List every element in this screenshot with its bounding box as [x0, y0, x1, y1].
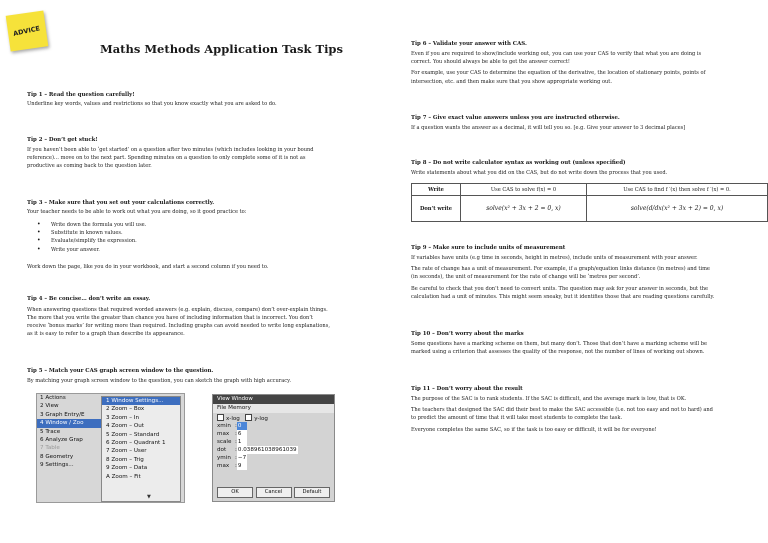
tip-10-heading: Tip 10 – Don’t worry about the marks	[411, 331, 524, 337]
advice-sticky-note	[6, 11, 49, 52]
graph-main-menu	[37, 394, 101, 470]
field-value: 6	[237, 430, 247, 438]
tip-7-heading: Tip 7 – Give exact value answers unless you are instructed otherwise.	[411, 115, 620, 121]
tip-4-line-3: receive ‘bonus marks’ for writing more than required. Including graphs can avoid needed to write long explanations,	[27, 323, 330, 329]
tip-9-line-4: Be careful to check that you don’t need to convert units. The question may ask for your answer in seconds, but the	[411, 286, 709, 292]
menu-item-view: 2 View	[40, 403, 59, 410]
graph-menu-screenshot	[36, 393, 185, 503]
tip-11-heading: Tip 11 – Don’t worry about the result	[411, 386, 523, 392]
tip-2-line-2: reference)… move on to the next part. Spending minutes on a question to only complete some of it is not as	[27, 155, 306, 161]
dont-write-label: Don’t write	[412, 196, 461, 222]
tip-8-text: Write statements about what you did on the CAS, but do not write down the process that you used.	[411, 170, 668, 176]
tip-4-line-1: When answering questions that required worded answers (e.g. explain, discuss, compare) don’t over-explain things.	[27, 307, 328, 313]
tip-1-heading: Tip 1 – Read the question carefully!	[27, 92, 135, 98]
tip-9-line-2: The rate of change has a unit of measurement. For example, if a graph/equation links distance (in metres) and time	[411, 266, 710, 272]
tip-1-text: Underline key words, values and restrictions so that you know exactly what you are asked to do.	[27, 101, 277, 107]
tip-11-line-2: The teachers that designed the SAC did their best to make the SAC accessible (i.e. not too easy and not to hard) and	[411, 407, 713, 413]
submenu-item-zoom-in: 3 Zoom – In	[106, 414, 140, 421]
menu-item-actions: 1 Actions	[40, 395, 66, 401]
menu-item-settings: 9 Settings...	[40, 462, 74, 469]
tip-11-line-1: The purpose of the SAC is to rank students. If the SAC is difficult, and the average mark is low, that is OK.	[411, 396, 687, 402]
tip-6-line-4: intersection, etc. and then make sure that you show appropriate working out.	[411, 79, 612, 85]
write-example-1: Use CAS to solve f(x) = 0	[461, 184, 587, 196]
tip-4-line-2: The more that you write the greater than chance you have of including information that is incorrect. You don’t	[27, 315, 313, 321]
dont-write-example-2: solve(d/dx(x² + 3x + 2) = 0, x)	[586, 196, 767, 222]
tip-2-line-3: productive as coming back to the question later.	[27, 163, 152, 169]
submenu-item-window-settings: 1 Window Settings...	[102, 397, 180, 405]
field-row	[217, 438, 330, 446]
menu-item-geometry: 8 Geometry	[40, 453, 74, 460]
log-options	[217, 414, 330, 422]
tip-3-intro: Your teacher needs to be able to work out what you are doing, so it good practice to:	[27, 209, 247, 215]
field-value: 0	[237, 422, 247, 430]
write-example-2: Use CAS to find f ′(x) then solve f ′(x) = 0.	[586, 184, 767, 196]
submenu-item-zoom-standard: 5 Zoom – Standard	[106, 431, 160, 438]
tip-3-after: Work down the page, like you do in your workbook, and start a second column if you need to.	[27, 264, 269, 270]
tip-2-heading: Tip 2 – Don’t get stuck!	[27, 137, 98, 143]
write-label: Write	[412, 184, 461, 196]
tip-8-heading: Tip 8 – Do not write calculator syntax as working out (unless specified)	[411, 160, 626, 166]
field-value: −7	[237, 455, 247, 461]
field-key: dot	[217, 447, 227, 453]
calculator-syntax-table	[411, 183, 768, 222]
sticky-note-text: ADVICE	[12, 24, 42, 38]
table-row	[412, 196, 768, 222]
field-key: xmin	[217, 423, 231, 429]
tip-6-line-1: Even if you are required to show/include working out, you can use your CAS to verify that what you are doing is	[411, 51, 702, 57]
tip-9-line-5: calculation had a unit of minutes. This might seem sneaky, but it identifies those that are reading questions carefully.	[411, 294, 715, 300]
ylog-label: y-log	[254, 416, 268, 422]
tip-11-line-4: Everyone completes the same SAC, so if the task is too easy or difficult, it will be for everyone!	[411, 427, 657, 433]
submenu-item-zoom-user: 7 Zoom – User	[106, 448, 147, 455]
submenu-item-zoom-out: 4 Zoom – Out	[106, 423, 144, 430]
field-key: max	[217, 431, 230, 437]
field-row	[217, 430, 330, 438]
tip-7-text: If a question wants the answer as a decimal, it will tell you so. [e.g. Give your answer to 3 decimal places]	[411, 125, 686, 131]
tip-3-bullet-list	[27, 221, 146, 254]
view-window-fields	[213, 413, 334, 471]
field-key: ymin	[217, 455, 231, 461]
menu-item-trace: 5 Trace	[40, 428, 61, 435]
dont-write-example-1: solve(x² + 3x + 2 = 0, x)	[461, 196, 587, 222]
view-window-menu: File Memory	[213, 404, 334, 413]
tip-3-heading: Tip 3 – Make sure that you set out your calculations correctly.	[27, 200, 215, 206]
field-value: 0.038961038961039	[237, 447, 297, 453]
tip-9-heading: Tip 9 – Make sure to include units of measurement	[411, 245, 566, 251]
tip-4-line-4: as it is easy to refer to a graph than describe its appearance.	[27, 331, 185, 337]
menu-item-graph-entry: 3 Graph Entry/E	[40, 411, 85, 418]
tip-5-heading: Tip 5 – Match your CAS graph screen window to the question.	[27, 368, 214, 374]
field-row	[217, 422, 330, 430]
list-item: • Evaluate/simplify the expression.	[27, 237, 146, 245]
tip-9-line-1: If variables have units (e.g time in seconds, height in metres), include units of measurement with your answer.	[411, 255, 698, 261]
field-key: scale	[217, 439, 232, 445]
submenu-item-zoom-data: 9 Zoom – Data	[106, 465, 148, 472]
view-window-title: View Window	[213, 395, 334, 404]
tip-2-line-1: If you haven’t been able to ‘get started’ on a question after two minutes (which includes looking in your bound	[27, 147, 314, 153]
page-title: Maths Methods Application Task Tips	[100, 42, 343, 56]
tip-10-line-2: marked using a criterion that assesses the quality of the response, not the number of lines of working out shown.	[411, 349, 705, 355]
submenu-item-zoom-fit: A Zoom – Fit	[106, 473, 141, 480]
tip-4-heading: Tip 4 – Be concise… don’t write an essay.	[27, 296, 151, 302]
tip-5-text: By matching your graph screen window to the question, you can sketch the graph with high accuracy.	[27, 378, 291, 384]
list-item: • Substitute in known values.	[27, 229, 146, 237]
menu-item-analyze-graph: 6 Analyze Grap	[40, 436, 83, 443]
list-item: • Write down the formula you will use.	[27, 221, 146, 229]
menu-item-table: 7 Table	[40, 445, 60, 452]
submenu-item-zoom-box: 2 Zoom – Box	[106, 406, 145, 413]
default-button[interactable]: Default	[294, 487, 330, 498]
tip-9-line-3: (in seconds), the unit of measurement for the rate of change will be ‘metres per second’.	[411, 274, 641, 280]
ok-button[interactable]: OK	[217, 487, 253, 498]
tip-6-line-2: correct. You should always be able to get the answer correct!	[411, 59, 570, 65]
tip-10-line-1: Some questions have a marking scheme on them, but many don’t. Those that don’t have a marking scheme will be	[411, 341, 708, 347]
field-key: max	[217, 463, 230, 469]
list-item: • Write your answer.	[27, 246, 146, 254]
checkbox-icon	[217, 414, 224, 421]
field-row	[217, 446, 330, 454]
scroll-down-arrow-icon: ▼	[147, 494, 151, 500]
view-window-screenshot	[212, 394, 335, 502]
submenu-item-zoom-trig: 8 Zoom – Trig	[106, 456, 144, 463]
field-value: 1	[237, 438, 247, 446]
tip-6-line-3: For example, use your CAS to determine the equation of the derivative, the location of stationary points, points of	[411, 70, 706, 76]
submenu-item-zoom-quadrant-1: 6 Zoom – Quadrant 1	[106, 439, 166, 446]
view-window-buttons	[217, 487, 330, 498]
table-row	[412, 184, 768, 196]
menu-item-window-zoom: 4 Window / Zoo	[37, 419, 101, 427]
window-zoom-submenu	[101, 396, 181, 502]
cancel-button[interactable]: Cancel	[256, 487, 292, 498]
checkbox-icon	[245, 414, 252, 421]
field-row	[217, 454, 330, 462]
xlog-label: x-log	[226, 416, 240, 422]
field-value: 9	[237, 462, 247, 470]
tip-11-line-3: to predict the amount of time that it will take most students to complete the task.	[411, 415, 623, 421]
field-row	[217, 462, 330, 470]
tip-6-heading: Tip 6 – Validate your answer with CAS.	[411, 41, 527, 47]
